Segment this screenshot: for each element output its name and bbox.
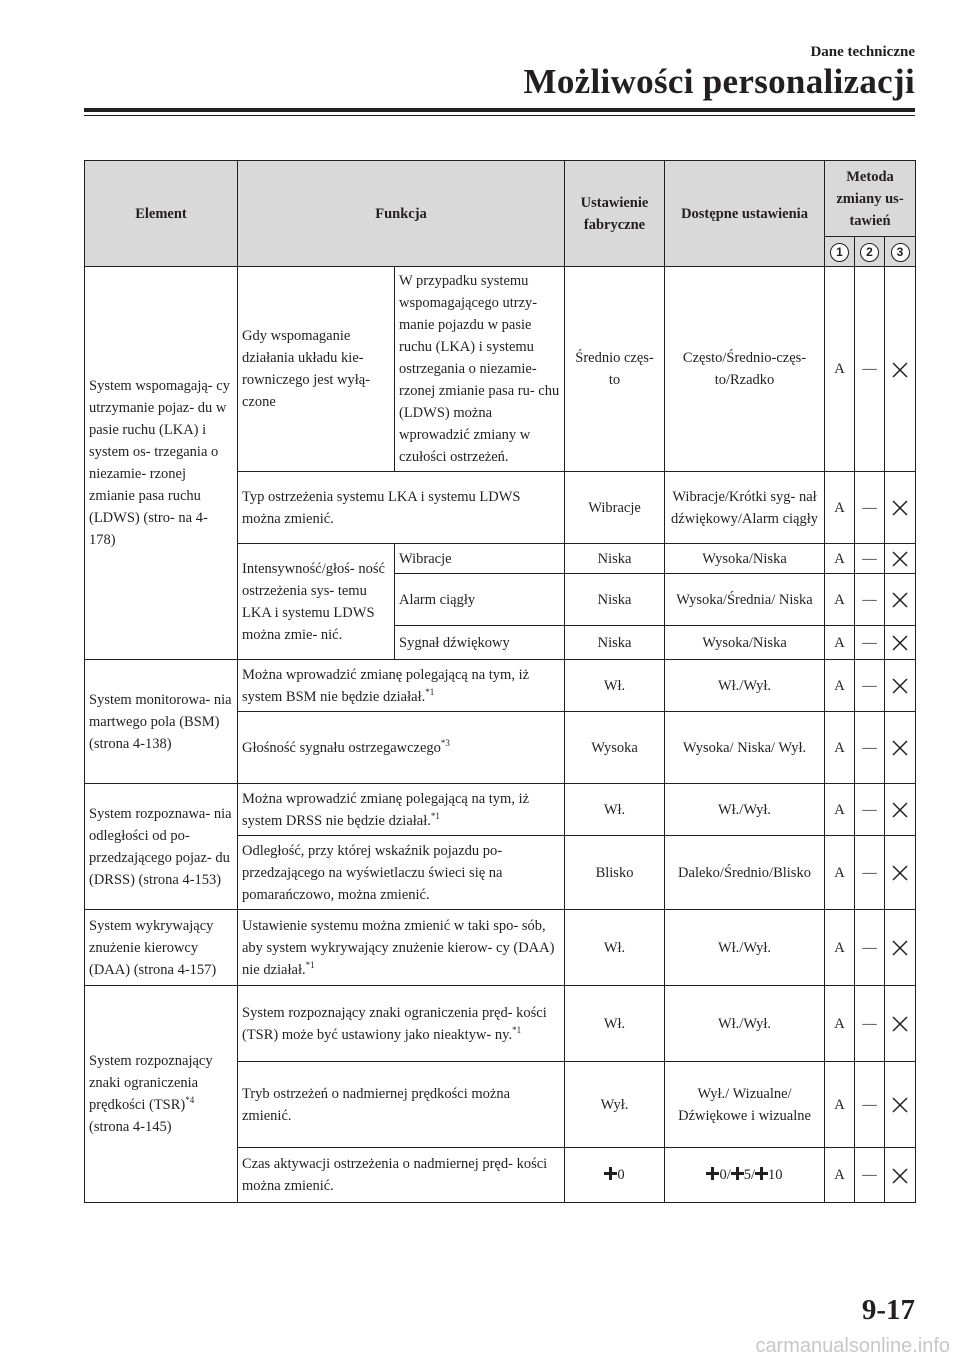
table-row (85, 267, 916, 472)
row-options: 0/ 5/ 10 (665, 1148, 825, 1203)
row-factory: Średnio częs- to (565, 267, 665, 472)
row-options: Wł./Wył. (665, 986, 825, 1062)
method-2-value: — (855, 986, 885, 1062)
method-3-unavailable-icon (885, 267, 916, 472)
method-2-value: — (855, 784, 885, 836)
method-1-value: A (825, 1062, 855, 1148)
plus-icon (706, 1167, 719, 1180)
row-funkcja-detail: W przypadku systemu wspomagającego utrzy- manie pojazdu w pasie ruchu (LKA) i systemu ostrzegania o niezamie- rzonej zmianie pasa ru- chu (LDWS) można wprowadzić zmiany w czułości ostrzeżeń. (395, 267, 565, 472)
row-element: System monitorowa- nia martwego pola (BSM) (strona 4-138) (85, 660, 238, 784)
table-row (85, 910, 916, 986)
method-1-icon: 1 (825, 237, 855, 267)
row-element: System rozpoznający znaki ograniczenia prędkości (TSR)$^{*4}$ (strona 4-145) (85, 986, 238, 1203)
method-3-unavailable-icon (885, 1062, 916, 1148)
row-funkcja: System rozpoznający znaki ograniczenia pręd- kości (TSR) może być ustawiony jako nieaktyw- ny.$^{*1}$ (238, 986, 565, 1062)
row-factory: 0 (565, 1148, 665, 1203)
method-3-unavailable-icon (885, 1148, 916, 1203)
method-1-value: A (825, 472, 855, 544)
row-options: Wysoka/Niska (665, 626, 825, 660)
method-1-value: A (825, 660, 855, 712)
row-factory: Blisko (565, 836, 665, 910)
method-2-value: — (855, 910, 885, 986)
row-funkcja: Wibracje (395, 544, 565, 574)
method-3-unavailable-icon (885, 712, 916, 784)
method-1-value: A (825, 574, 855, 626)
row-options: Wł./Wył. (665, 910, 825, 986)
row-options: Wł./Wył. (665, 784, 825, 836)
method-1-value: A (825, 784, 855, 836)
method-3-unavailable-icon (885, 544, 916, 574)
method-3-unavailable-icon (885, 472, 916, 544)
row-options: Wył./ Wizualne/ Dźwiękowe i wizualne (665, 1062, 825, 1148)
section-label: Dane techniczne (810, 44, 915, 60)
method-3-unavailable-icon (885, 574, 916, 626)
row-factory: Wł. (565, 986, 665, 1062)
method-2-value: — (855, 544, 885, 574)
row-factory: Wył. (565, 1062, 665, 1148)
table-header-row (85, 161, 916, 237)
method-1-value: A (825, 910, 855, 986)
row-funkcja: Alarm ciągły (395, 574, 565, 626)
row-element: System rozpoznawa- nia odległości od po- przedzającego pojaz- du (DRSS) (strona 4-153) (85, 784, 238, 910)
col-element: Element (85, 161, 238, 267)
method-2-value: — (855, 267, 885, 472)
row-element: System wspomagają- cy utrzymanie pojaz- du w pasie ruchu (LKA) i system os- trzegania o niezamie- rzonej zmianie pasa ruchu (LDWS) (stro- na 4-178) (85, 267, 238, 660)
method-3-unavailable-icon (885, 784, 916, 836)
method-2-value: — (855, 1062, 885, 1148)
row-factory: Niska (565, 574, 665, 626)
row-options: Wysoka/Średnia/ Niska (665, 574, 825, 626)
col-metoda: Metoda zmiany us- tawień (825, 161, 916, 237)
plus-icon (604, 1167, 617, 1180)
page-number: 9-17 (861, 1294, 915, 1326)
header-rule (84, 108, 915, 112)
row-funkcja: Sygnał dźwiękowy (395, 626, 565, 660)
row-intensity-label: Intensywność/głoś- ność ostrzeżenia sys- temu LKA i systemu LDWS można zmie- nić. (238, 544, 395, 660)
row-funkcja: Odległość, przy której wskaźnik pojazdu po- przedzającego na wyświetlaczu świeci się na pomarańczowo, można zmienić. (238, 836, 565, 910)
watermark: carmanualsonline.info (755, 1335, 950, 1357)
col-ustawienie: Ustawienie fabryczne (565, 161, 665, 267)
row-factory: Niska (565, 544, 665, 574)
method-1-value: A (825, 267, 855, 472)
row-element: System wykrywający znużenie kierowcy (DAA) (strona 4-157) (85, 910, 238, 986)
plus-icon (731, 1167, 744, 1180)
col-funkcja: Funkcja (238, 161, 565, 267)
method-1-value: A (825, 712, 855, 784)
method-1-value: A (825, 544, 855, 574)
method-3-unavailable-icon (885, 986, 916, 1062)
method-2-value: — (855, 1148, 885, 1203)
row-factory: Wł. (565, 910, 665, 986)
row-funkcja: Głośność sygnału ostrzegawczego$^{*3}$ (238, 712, 565, 784)
row-funkcja: Można wprowadzić zmianę polegającą na tym, iż system DRSS nie będzie działał.$^{*1}$ (238, 784, 565, 836)
header-rule-thin (84, 115, 915, 116)
row-options: Wysoka/Niska (665, 544, 825, 574)
table-row (85, 784, 916, 836)
method-3-unavailable-icon (885, 910, 916, 986)
table-row (85, 660, 916, 712)
method-1-value: A (825, 1148, 855, 1203)
col-dostepne: Dostępne ustawienia (665, 161, 825, 267)
method-2-value: — (855, 472, 885, 544)
page-title: Możliwości personalizacji (523, 62, 915, 101)
method-1-value: A (825, 626, 855, 660)
row-options: Daleko/Średnio/Blisko (665, 836, 825, 910)
row-options: Często/Średnio-częs- to/Rzadko (665, 267, 825, 472)
row-funkcja: Czas aktywacji ostrzeżenia o nadmiernej pręd- kości można zmienić. (238, 1148, 565, 1203)
row-factory: Wibracje (565, 472, 665, 544)
method-2-value: — (855, 574, 885, 626)
method-3-unavailable-icon (885, 626, 916, 660)
personalization-table (84, 160, 916, 1203)
row-funkcja: Typ ostrzeżenia systemu LKA i systemu LDWS można zmienić. (238, 472, 565, 544)
method-2-icon: 2 (855, 237, 885, 267)
method-2-value: — (855, 660, 885, 712)
row-funkcja: Ustawienie systemu można zmienić w taki spo- sób, aby system wykrywający znużenie kierow- cy (DAA) nie działał.$^{*1}$ (238, 910, 565, 986)
row-options: Wysoka/ Niska/ Wył. (665, 712, 825, 784)
row-factory: Wysoka (565, 712, 665, 784)
row-funkcja: Tryb ostrzeżeń o nadmiernej prędkości można zmienić. (238, 1062, 565, 1148)
method-1-value: A (825, 836, 855, 910)
row-factory: Niska (565, 626, 665, 660)
row-factory: Wł. (565, 784, 665, 836)
row-funkcja: Można wprowadzić zmianę polegającą na tym, iż system BSM nie będzie działał.$^{*1}$ (238, 660, 565, 712)
method-2-value: — (855, 626, 885, 660)
method-2-value: — (855, 836, 885, 910)
method-1-value: A (825, 986, 855, 1062)
method-3-unavailable-icon (885, 660, 916, 712)
row-funkcja: Gdy wspomaganie działania układu kie- rowniczego jest wyłą- czone (238, 267, 395, 472)
method-2-value: — (855, 712, 885, 784)
row-options: Wibracje/Krótki syg- nał dźwiękowy/Alarm ciągły (665, 472, 825, 544)
method-3-unavailable-icon (885, 836, 916, 910)
table-row (85, 986, 916, 1062)
plus-icon (755, 1167, 768, 1180)
row-options: Wł./Wył. (665, 660, 825, 712)
row-factory: Wł. (565, 660, 665, 712)
method-3-icon: 3 (885, 237, 916, 267)
